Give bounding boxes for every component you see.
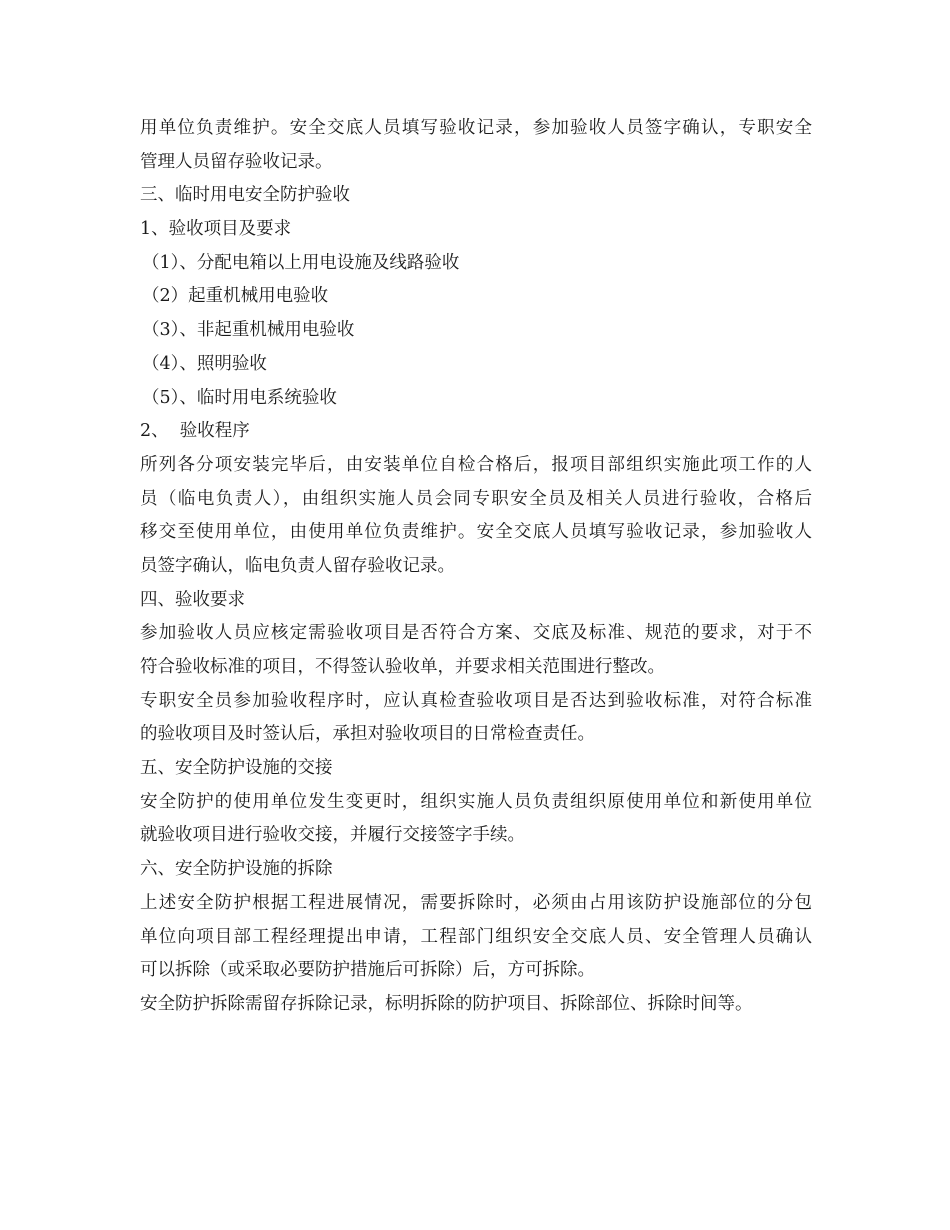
- paragraph-line: 专职安全员参加验收程序时，应认真检查验收项目是否达到验收标准，对符合标准: [140, 690, 812, 711]
- paragraph-line: 安全防护拆除需留存拆除记录，标明拆除的防护项目、拆除部位、拆除时间等。: [140, 993, 753, 1014]
- paragraph-line: 安全防护的使用单位发生变更时，组织实施人员负责组织原使用单位和新使用单位: [140, 791, 812, 812]
- paragraph-line: 用单位负责维护。安全交底人员填写验收记录，参加验收人员签字确认，专职安全: [140, 118, 812, 138]
- paragraph-line: 就验收项目进行验收交接，并履行交接签字手续。: [140, 825, 525, 846]
- subsection-heading: 2、 验收程序: [140, 421, 250, 442]
- paragraph-line: 管理人员留存验收记录。: [140, 151, 333, 172]
- list-item: （5）、临时用电系统验收: [142, 387, 337, 408]
- paragraph-line: 所列各分项安装完毕后，由安装单位自检合格后，报项目部组织实施此项工作的人: [140, 454, 812, 475]
- paragraph-line: 员签字确认，临电负责人留存验收记录。: [140, 555, 455, 576]
- subsection-heading: 1、验收项目及要求: [140, 219, 292, 240]
- section-heading: 五、安全防护设施的交接: [140, 758, 333, 779]
- paragraph-line: 可以拆除（或采取必要防护措施后可拆除）后，方可拆除。: [140, 960, 595, 981]
- section-heading: 三、临时用电安全防护验收: [140, 185, 350, 206]
- paragraph-line: 移交至使用单位，由使用单位负责维护。安全交底人员填写验收记录，参加验收人: [140, 522, 812, 543]
- paragraph-line: 单位向项目部工程经理提出申请，工程部门组织安全交底人员、安全管理人员确认: [140, 926, 812, 947]
- paragraph-line: 上述安全防护根据工程进展情况，需要拆除时，必须由占用该防护设施部位的分包: [140, 892, 812, 913]
- paragraph-line: 符合验收标准的项目，不得签认验收单，并要求相关范围进行整改。: [140, 657, 665, 677]
- paragraph-line: 员（临电负责人），由组织实施人员会同专职安全员及相关人员进行验收，合格后: [140, 488, 812, 509]
- document-body: [140, 112, 812, 1022]
- paragraph-line: 的验收项目及时签认后，承担对验收项目的日常检查责任。: [140, 724, 595, 745]
- section-heading: 六、安全防护设施的拆除: [140, 859, 333, 880]
- list-item: （1）、分配电箱以上用电设施及线路验收: [142, 252, 460, 273]
- list-item: （4）、照明验收: [142, 353, 267, 374]
- section-heading: 四、验收要求: [140, 589, 245, 610]
- list-item: （2）起重机械用电验收: [142, 286, 329, 307]
- list-item: （3）、非起重机械用电验收: [142, 320, 355, 341]
- paragraph-line: 参加验收人员应核定需验收项目是否符合方案、交底及标准、规范的要求，对于不: [140, 623, 812, 644]
